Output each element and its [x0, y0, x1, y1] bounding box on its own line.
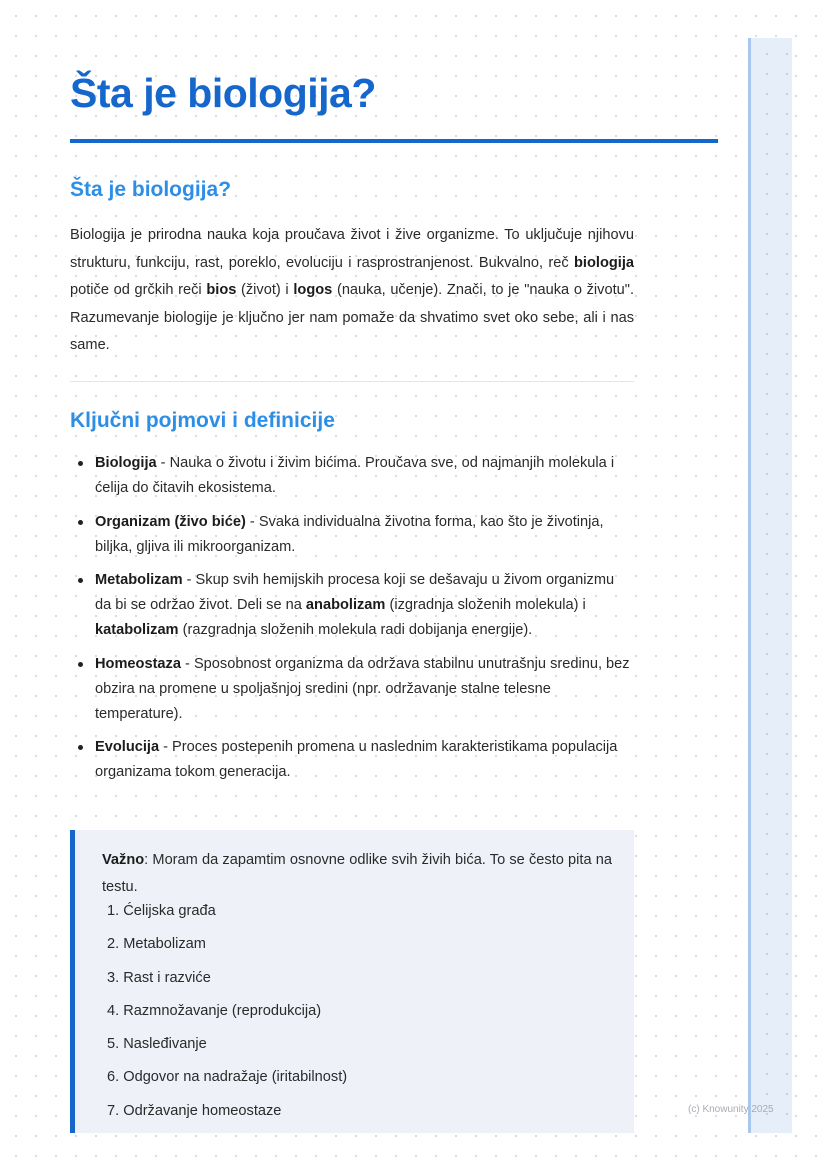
section-heading-definitions: Ključni pojmovi i definicije — [70, 409, 335, 432]
list-item: 2. Metabolizam — [107, 936, 206, 953]
list-item: 4. Razmnožavanje (reprodukcija) — [107, 1002, 322, 1019]
list-item: Homeostaza - Sposobnost organizma da održava stabilnu unutrašnju sredinu, bez obzira na promene u spoljašnjoj sredini (npr. održavanje stalne telesne temperature). — [70, 652, 630, 727]
section-divider — [70, 381, 634, 382]
list-item: 7. Održavanje homeostaze — [107, 1102, 282, 1119]
title-underline — [70, 139, 718, 143]
list-item: 6. Odgovor na nadražaje (iritabilnost) — [107, 1069, 348, 1086]
side-margin-strip — [748, 38, 792, 1133]
list-item: Biologija - Nauka o životu i živim bićima. Proučava sve, od najmanjih molekula i ćelija do čitavih ekosistema. — [70, 451, 630, 501]
callout-text: Važno: Moram da zapamtim osnovne odlike svih živih bića. To se često pita na testu. — [102, 852, 612, 895]
bold-term: bios — [206, 282, 237, 298]
section-heading-intro: Šta je biologija? — [70, 178, 232, 201]
copyright-notice: (c) Knowunity 2025 — [688, 1104, 774, 1115]
bold-term: biologija — [574, 254, 634, 271]
page-title: Šta je biologija? — [70, 70, 376, 116]
important-callout — [70, 830, 634, 1133]
list-item: 1. Ćelijska građa — [107, 903, 216, 919]
list-item: Metabolizam - Skup svih hemijskih procesa koji se dešavaju u živom organizmu da bi se održao život. Deli se na anabolizam (izgradnja složenih molekula) i katabolizam (razgradnja složenih molekula radi dobijanja energije). — [70, 568, 630, 643]
list-item: 3. Rast i razviće — [107, 969, 211, 986]
list-item: 5. Nasleđivanje — [107, 1036, 207, 1053]
list-item: Evolucija - Proces postepenih promena u naslednim karakteristikama populacija organizama tokom generacija. — [70, 735, 630, 785]
characteristics-list — [107, 901, 347, 1134]
list-item: Organizam (živo biće) - Svaka individualna životna forma, kao što je životinja, biljka, gljiva ili mikroorganizam. — [70, 510, 630, 560]
bold-term: logos — [293, 282, 333, 298]
definitions-list — [70, 451, 630, 794]
intro-paragraph: Biologija je prirodna nauka koja proučava život i žive organizme. To uključuje njihovu strukturu, funkciju, rast, poreklo, evoluciju i rasprostranjenost. Bukvalno, reč biologija potiče od grčkih reči bios (život) i logos (nauka, učenje). Znači, to je "nauka o životu". Razumevanje biologije je ključno jer nam pomaže da shvatimo svet oko sebe, ali i nas same. — [70, 227, 634, 353]
